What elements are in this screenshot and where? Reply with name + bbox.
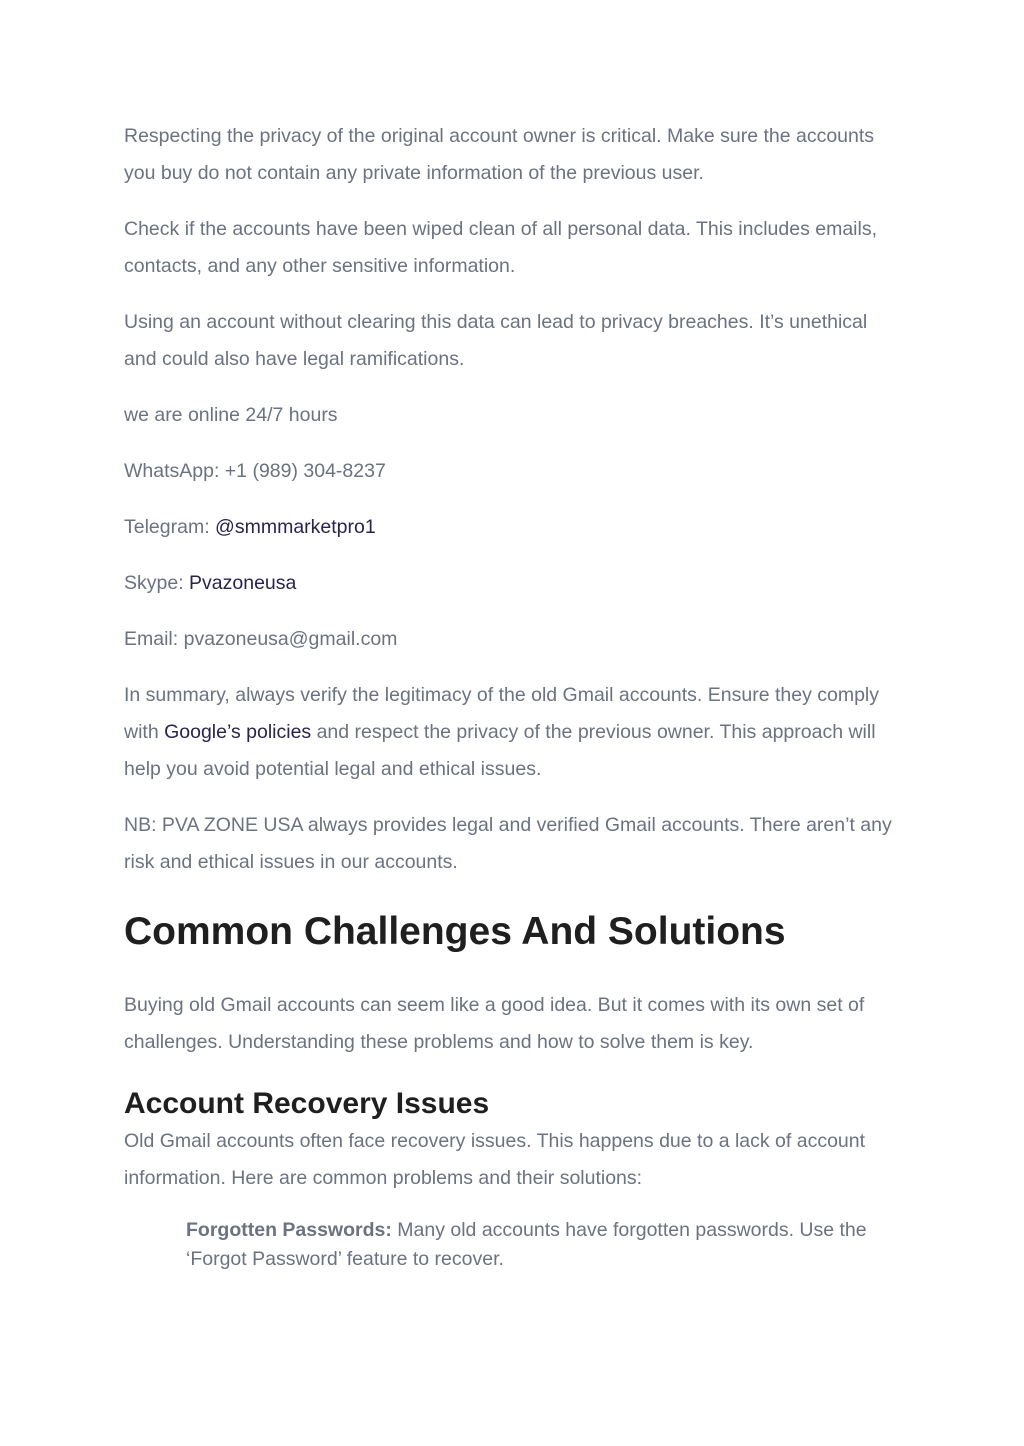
recovery-issues-list — [186, 1216, 904, 1274]
telegram-link[interactable]: @smmmarketpro1 — [215, 516, 376, 538]
whatsapp-contact: WhatsApp: +1 (989) 304-8237 — [124, 460, 386, 482]
skype-label: Skype: — [124, 572, 190, 594]
paragraph-privacy-owner: Respecting the privacy of the original account owner is critical. Make sure the accounts you buy do not contain any private information of the previous user. — [124, 125, 875, 184]
telegram-label: Telegram: — [124, 516, 216, 538]
article-body — [124, 118, 904, 1274]
email-contact: Email: pvazoneusa@gmail.com — [124, 628, 398, 650]
list-item-text: Many old accounts have forgotten passwords. Use the ‘Forgot Password’ feature to recover. — [186, 1219, 867, 1270]
heading-common-challenges: Common Challenges And Solutions — [124, 910, 786, 953]
paragraph-summary — [124, 677, 904, 788]
skype-contact — [124, 565, 904, 602]
paragraph-challenges-intro: Buying old Gmail accounts can seem like a good idea. But it comes with its own set of challenges. Understanding these problems and how to solve them is key. — [124, 994, 865, 1053]
paragraph-wiped-clean: Check if the accounts have been wiped clean of all personal data. This includes emails, contacts, and any other sensitive information. — [124, 218, 877, 277]
telegram-contact — [124, 509, 904, 546]
summary-text-after: and respect the privacy of the previous owner. This approach will help you avoid potential legal and ethical issues. — [124, 721, 876, 780]
paragraph-recovery-intro: Old Gmail accounts often face recovery issues. This happens due to a lack of account information. Here are common problems and their solutions: — [124, 1130, 866, 1189]
heading-account-recovery: Account Recovery Issues — [124, 1087, 490, 1120]
list-item-term: Forgotten Passwords: — [186, 1219, 392, 1241]
skype-link[interactable]: Pvazoneusa — [189, 572, 297, 594]
list-item — [186, 1216, 904, 1274]
online-hours-text: we are online 24/7 hours — [124, 404, 338, 426]
google-policies-link[interactable]: Google’s policies — [164, 721, 312, 743]
paragraph-privacy-breaches: Using an account without clearing this data can lead to privacy breaches. It’s unethical and could also have legal ramifications. — [124, 311, 868, 370]
summary-text-before: In summary, always verify the legitimacy of the old Gmail accounts. Ensure they comply with — [124, 684, 880, 743]
paragraph-nb: NB: PVA ZONE USA always provides legal and verified Gmail accounts. There aren’t any risk and ethical issues in our accounts. — [124, 814, 892, 873]
